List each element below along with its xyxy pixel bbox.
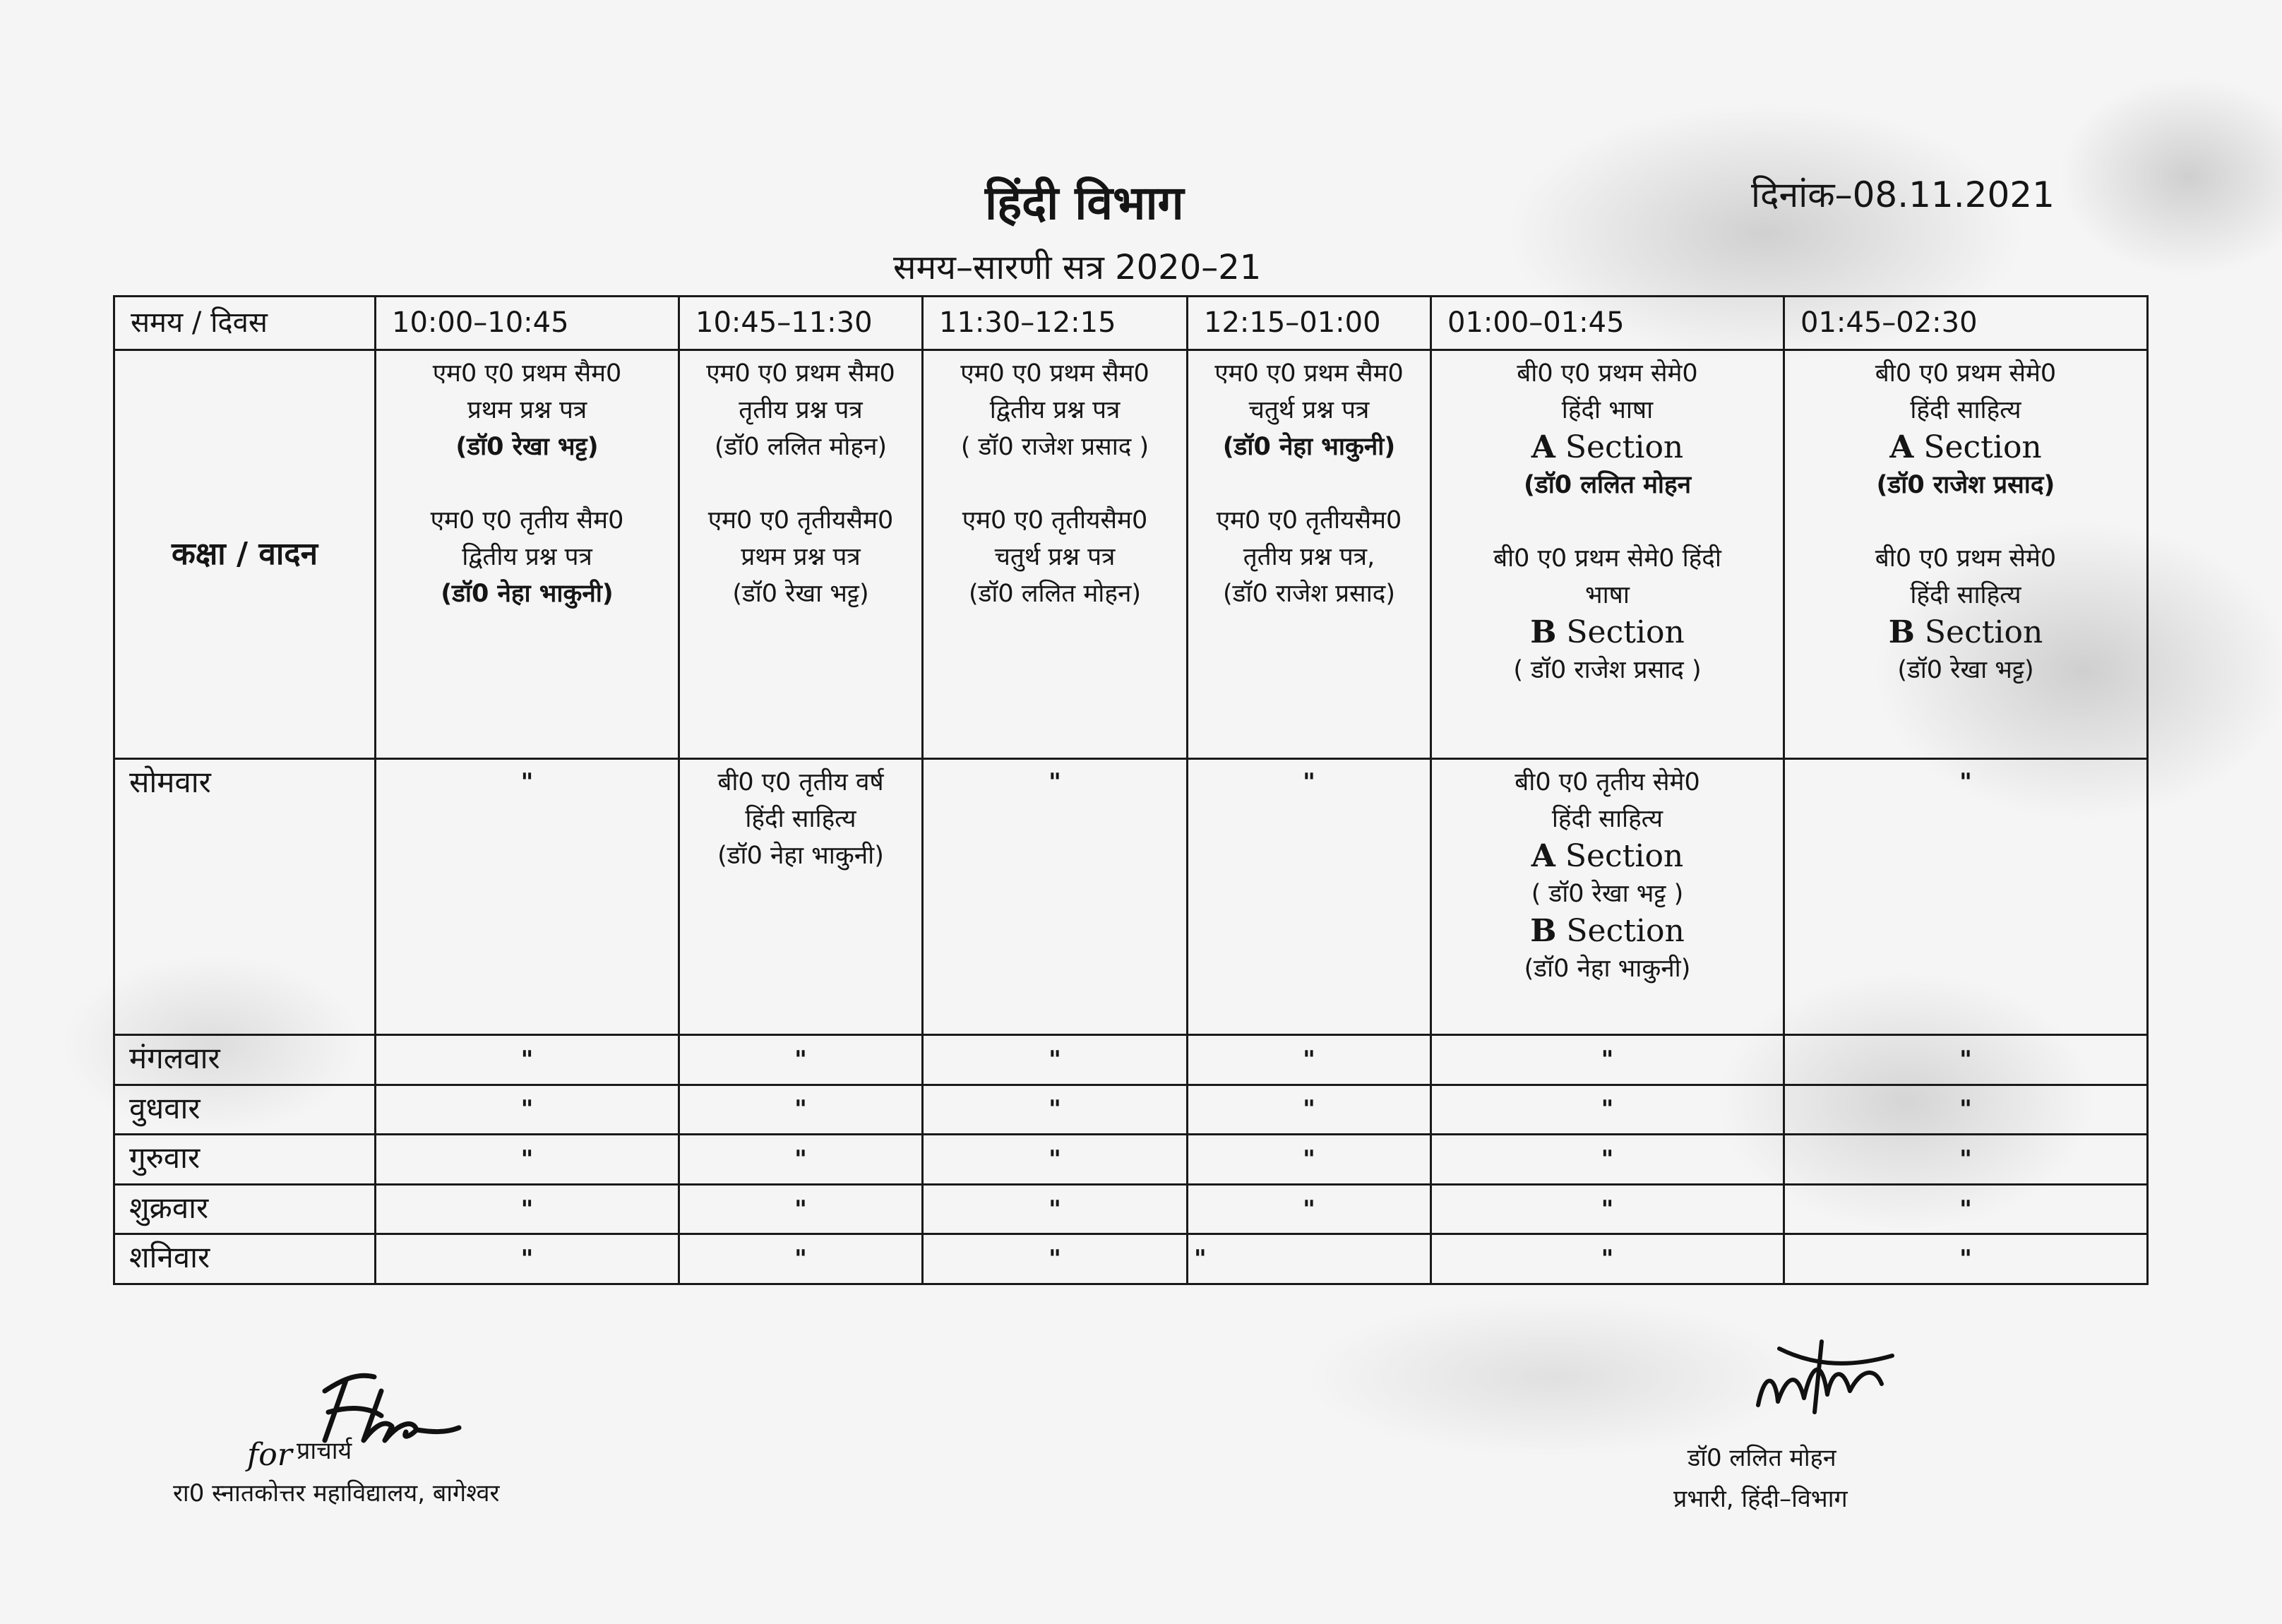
signature-for: for xyxy=(247,1437,292,1473)
day-label: शनिवार xyxy=(114,1234,376,1284)
class-name: बी0 ए0 प्रथम सेमे0 हिंदी xyxy=(1493,544,1721,573)
class-cell xyxy=(679,350,923,758)
teacher-name: ( डॉ0 राजेश प्रसाद ) xyxy=(960,432,1149,461)
class-cell xyxy=(1431,350,1784,758)
class-name: एम0 ए0 तृतीयसैम0 xyxy=(962,506,1148,535)
paper-name: चतुर्थ प्रश्न पत्र xyxy=(1248,395,1370,424)
class-name: बी0 ए0 प्रथम सेमे0 xyxy=(1517,359,1698,388)
ditto-mark: " xyxy=(923,1135,1188,1185)
section-label: B Section xyxy=(1530,614,1685,650)
ditto-mark: " xyxy=(1431,1234,1784,1284)
page-subtitle: समय–सारणी सत्र 2020–21 xyxy=(893,248,1262,287)
paper-name: तृतीय प्रश्न पत्र xyxy=(739,395,863,424)
teacher-name: (डॉ0 नेहा भाकुनी) xyxy=(441,579,614,608)
teacher-name: (डॉ0 नेहा भाकुनी) xyxy=(1222,432,1396,461)
class-name: एम0 ए0 प्रथम सैम0 xyxy=(960,359,1149,388)
ditto-mark: " xyxy=(1188,1034,1431,1085)
day-row xyxy=(114,1135,2148,1185)
ditto-mark: " xyxy=(679,1234,923,1284)
teacher-name: (डॉ0 राजेश प्रसाद) xyxy=(1876,470,2055,499)
class-row xyxy=(114,350,2148,758)
ditto-mark: " xyxy=(923,1234,1188,1284)
timetable xyxy=(113,295,2149,1285)
ditto-mark: " xyxy=(376,758,679,1034)
ditto-mark: " xyxy=(376,1184,679,1234)
teacher-name: ( डॉ0 राजेश प्रसाद ) xyxy=(1513,655,1702,684)
ditto-mark: " xyxy=(679,1085,923,1135)
document-date: दिनांक–08.11.2021 xyxy=(1751,174,2055,215)
teacher-name: (डॉ0 रेखा भट्ट) xyxy=(1897,655,2034,684)
ditto-mark: " xyxy=(923,1085,1188,1135)
ditto-mark: " xyxy=(376,1034,679,1085)
class-name: एम0 ए0 तृतीयसैम0 xyxy=(707,506,894,535)
teacher-name: (डॉ0 ललित मोहन) xyxy=(968,579,1142,608)
ditto-mark: " xyxy=(1431,1135,1784,1185)
teacher-name: (डॉ0 ललित मोहन) xyxy=(714,432,888,461)
ditto-mark: " xyxy=(1188,758,1431,1034)
slot-header: 01:45–02:30 xyxy=(1784,297,2148,350)
teacher-name: (डॉ0 राजेश प्रसाद) xyxy=(1223,579,1395,608)
ditto-mark: " xyxy=(1784,1034,2148,1085)
day-row xyxy=(114,1234,2148,1284)
slot-header: 10:00–10:45 xyxy=(376,297,679,350)
class-cell xyxy=(376,350,679,758)
class-name: एम0 ए0 प्रथम सैम0 xyxy=(432,359,622,388)
paper-name: भाषा xyxy=(1585,580,1630,609)
ditto-mark: " xyxy=(1784,1234,2148,1284)
ditto-mark: " xyxy=(679,1184,923,1234)
slot-header: 11:30–12:15 xyxy=(923,297,1188,350)
ditto-mark: " xyxy=(679,1135,923,1185)
incharge-title: प्रभारी, हिंदी–विभाग xyxy=(1673,1485,1848,1513)
class-name: बी0 ए0 प्रथम सेमे0 xyxy=(1875,544,2057,573)
monday-row xyxy=(114,758,2148,1034)
day-row xyxy=(114,1184,2148,1234)
ditto-mark: " xyxy=(1784,1184,2148,1234)
ditto-mark: " xyxy=(923,1184,1188,1234)
teacher-name: (डॉ0 ललित मोहन xyxy=(1524,470,1691,499)
class-name: एम0 ए0 तृतीय सैम0 xyxy=(430,506,624,535)
day-label: सोमवार xyxy=(114,758,376,1034)
paper-name: हिंदी साहित्य xyxy=(1551,804,1663,833)
class-row-label: कक्षा / वादन xyxy=(114,350,376,758)
day-label: वुधवार xyxy=(114,1085,376,1135)
class-cell xyxy=(679,758,923,1034)
page-title: हिंदी विभाग xyxy=(985,176,1184,230)
section-label: A Section xyxy=(1531,429,1684,465)
principal-title: प्राचार्य xyxy=(297,1437,352,1465)
incharge-signature xyxy=(1737,1327,1906,1433)
ditto-mark: " xyxy=(1188,1184,1431,1234)
incharge-name: डॉ0 ललित मोहन xyxy=(1687,1444,1836,1472)
day-label: मंगलवार xyxy=(114,1034,376,1085)
class-name: बी0 ए0 तृतीय सेमे0 xyxy=(1515,768,1700,796)
ditto-mark: " xyxy=(1784,1135,2148,1185)
class-cell xyxy=(1188,350,1431,758)
day-label: शुक्रवार xyxy=(114,1184,376,1234)
day-row xyxy=(114,1034,2148,1085)
slot-header: 01:00–01:45 xyxy=(1431,297,1784,350)
paper-name: प्रथम प्रश्न पत्र xyxy=(467,395,587,424)
class-name: बी0 ए0 प्रथम सेमे0 xyxy=(1875,359,2057,388)
class-cell xyxy=(1784,350,2148,758)
paper-name: द्वितीय प्रश्न पत्र xyxy=(462,542,592,571)
teacher-name: (डॉ0 रेखा भट्ट) xyxy=(455,432,599,461)
ditto-mark: " xyxy=(923,758,1188,1034)
section-label: B Section xyxy=(1530,912,1685,949)
principal-signature xyxy=(240,1349,480,1483)
ditto-mark: " xyxy=(1784,758,2148,1034)
ditto-mark: " xyxy=(679,1034,923,1085)
class-name: एम0 ए0 प्रथम सैम0 xyxy=(1214,359,1404,388)
ditto-mark: " xyxy=(1431,1085,1784,1135)
class-cell xyxy=(1431,758,1784,1034)
corner-cell: समय / दिवस xyxy=(114,297,376,350)
paper-name: हिंदी साहित्य xyxy=(745,804,856,833)
class-name: एम0 ए0 तृतीयसैम0 xyxy=(1216,506,1402,535)
day-label: गुरुवार xyxy=(114,1135,376,1185)
day-row xyxy=(114,1085,2148,1135)
paper-name: प्रथम प्रश्न पत्र xyxy=(741,542,861,571)
paper-name: हिंदी भाषा xyxy=(1561,395,1654,424)
paper-name: द्वितीय प्रश्न पत्र xyxy=(989,395,1121,424)
paper-name: तृतीय प्रश्न पत्र, xyxy=(1243,542,1375,571)
teacher-name: ( डॉ0 रेखा भट्ट ) xyxy=(1531,879,1684,908)
ditto-mark: " xyxy=(1188,1234,1431,1284)
college-name: रा0 स्नातकोत्तर महाविद्यालय, बागेश्वर xyxy=(173,1479,500,1507)
section-label: B Section xyxy=(1888,614,2043,650)
ditto-mark: " xyxy=(376,1085,679,1135)
ditto-mark: " xyxy=(1431,1034,1784,1085)
ditto-mark: " xyxy=(1431,1184,1784,1234)
section-label: A Section xyxy=(1531,837,1684,874)
ditto-mark: " xyxy=(1188,1135,1431,1185)
class-name: एम0 ए0 प्रथम सैम0 xyxy=(706,359,895,388)
slot-header: 10:45–11:30 xyxy=(679,297,923,350)
ditto-mark: " xyxy=(376,1135,679,1185)
ditto-mark: " xyxy=(1188,1085,1431,1135)
header-row xyxy=(114,297,2148,350)
section-label: A Section xyxy=(1889,429,2042,465)
class-name: बी0 ए0 तृतीय वर्ष xyxy=(717,768,884,796)
ditto-mark: " xyxy=(1784,1085,2148,1135)
paper-name: हिंदी साहित्य xyxy=(1910,580,2021,609)
paper-name: हिंदी साहित्य xyxy=(1910,395,2021,424)
paper-name: चतुर्थ प्रश्न पत्र xyxy=(994,542,1116,571)
teacher-name: (डॉ0 नेहा भाकुनी) xyxy=(1524,954,1691,983)
ditto-mark: " xyxy=(376,1234,679,1284)
ditto-mark: " xyxy=(923,1034,1188,1085)
slot-header: 12:15–01:00 xyxy=(1188,297,1431,350)
teacher-name: (डॉ0 रेखा भट्ट) xyxy=(732,579,869,608)
class-cell xyxy=(923,350,1188,758)
teacher-name: (डॉ0 नेहा भाकुनी) xyxy=(717,841,884,870)
